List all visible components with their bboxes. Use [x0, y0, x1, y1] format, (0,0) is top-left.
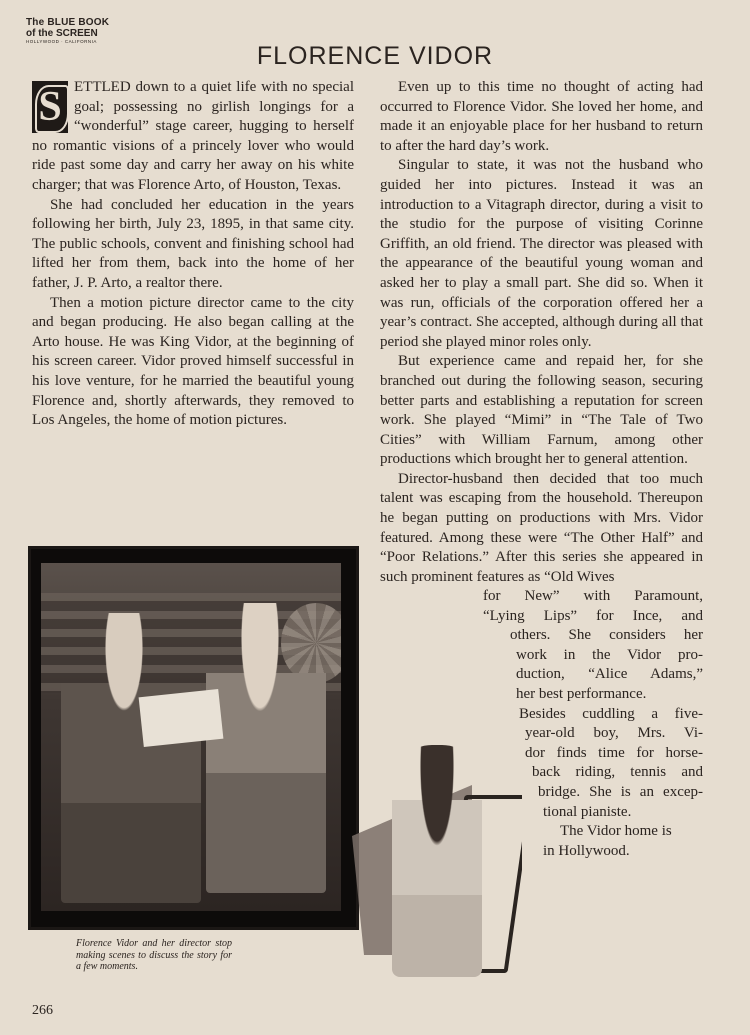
page-number: 266: [32, 1003, 53, 1018]
photo-caption: Florence Vidor and her director stop making scenes to discuss the story for a few moments.: [76, 938, 232, 972]
text-line: dor finds time for horse-: [525, 744, 703, 761]
text-line: Besides cuddling a five-: [519, 705, 703, 722]
paragraph: But experience came and repaid her, for she branched out during the following season, securing better parts and establishing a reputation for screen work. She played “Mimi” in “The Tale of Two Cities” with William Farnum, among other productions which brought her to general attention.: [380, 353, 703, 468]
paragraph: [32, 78, 354, 196]
masthead-line-2: of the SCREEN: [26, 28, 98, 39]
text-line: back riding, tennis and: [532, 764, 703, 781]
text-line: “Lying Lips” for Ince, and: [483, 607, 703, 624]
paragraph: Singular to state, it was not the husband who guided her into pictures. Instead it was an introduction to a Vitagraph director, during a visit to the studio for the purpose of visiting Corinne Griffith, an old friend. The director was pleased with the appearance of the beautiful young woman and asked her to play a small part. She did so. When it was run, officials of the corporation offered her a year’s contract. She accepted, although during all that period she played minor roles only.: [380, 157, 703, 350]
paragraph: She had concluded her education in the years following her birth, July 23, 1895, in that same city. The public schools, convent and finishing school had lifted her from them, back into the home of her father, J. P. Arto, a realtor there.: [32, 196, 354, 291]
text-line: bridge. She is an excep-: [538, 784, 703, 800]
text-line: others. She considers her: [510, 627, 703, 644]
text-line: duction, “Alice Adams,”: [516, 666, 703, 683]
text-line: for New” with Paramount,: [483, 588, 703, 604]
text-line: her best performance.: [516, 686, 647, 702]
text-line: tional pianiste.: [543, 803, 632, 820]
right-column: [380, 78, 703, 587]
left-column: [32, 78, 354, 431]
text-line: year-old boy, Mrs. Vi-: [525, 725, 703, 742]
photo-vidor-seated-in-chair: [352, 745, 522, 977]
masthead-logo: [26, 18, 116, 45]
article-title: FLORENCE VIDOR: [256, 42, 494, 70]
photo-vidor-and-director: [28, 546, 359, 930]
paragraph-text: ETTLED down to a quiet life with no special goal; possessing no girlish longings for a “wonderful” stage career, hugging to herself no romantic visions of a princely lover who would ride past some day and carry her away on his white charger; that was Florence Arto, of Houston, Texas.: [32, 79, 354, 193]
drop-cap-letter: S: [38, 84, 62, 130]
masthead-line-1: The BLUE BOOK: [26, 17, 110, 28]
text-line: work in the Vidor pro-: [516, 646, 703, 663]
text-line: The Vidor home is: [560, 823, 672, 840]
paragraph: Director-husband then decided that too much talent was escaping from the household. Thereupon he began putting on productions with Mrs. Vidor featured. Among these were “The Other Half” and “Poor Relations.” After this series she appeared in such prominent features as “Old Wives: [380, 470, 703, 585]
text-line: in Hollywood.: [543, 842, 630, 859]
paragraph: Even up to this time no thought of acting had occurred to Florence Vidor. She loved her home, and made it an enjoyable place for her husband to return to after the hard day’s work.: [380, 79, 703, 154]
masthead-line-3: HOLLYWOOD · CALIFORNIA: [26, 39, 97, 44]
drop-cap-s-icon: [32, 81, 68, 133]
paragraph: Then a motion picture director came to the city and began producing. He also began calling at the Arto house. He was King Vidor, at the beginning of his screen career. Vidor proved himself successful in his love venture, for he married the beautiful young Florence and, shortly afterwards, they removed to Los Angeles, the home of motion pictures.: [32, 294, 354, 429]
